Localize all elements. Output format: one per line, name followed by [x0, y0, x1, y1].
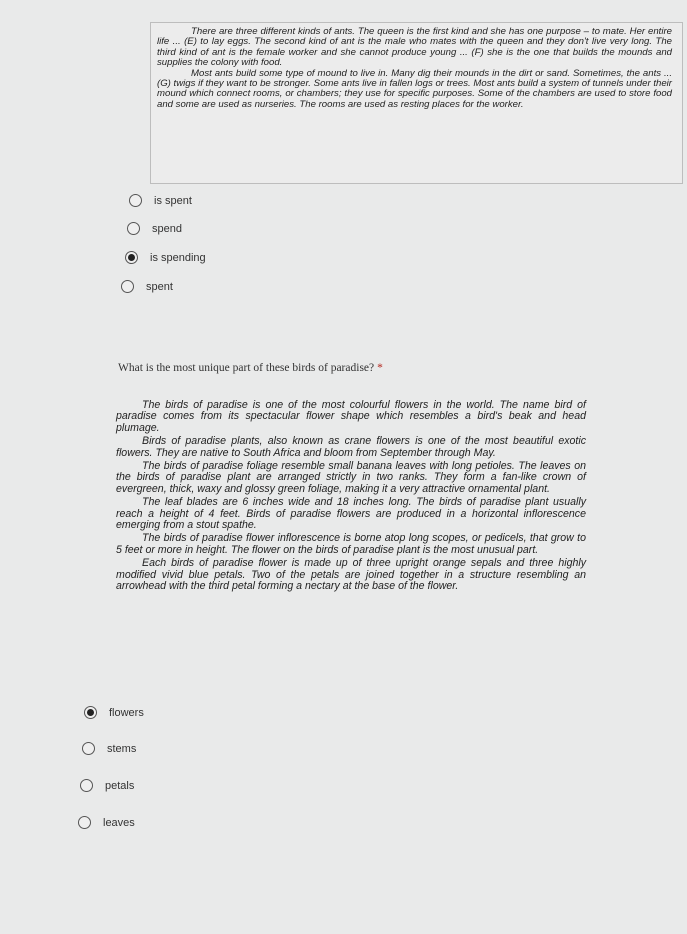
- q1-option-spent[interactable]: [121, 280, 173, 293]
- radio-button[interactable]: [82, 742, 95, 755]
- ants-passage-box: [150, 22, 683, 184]
- option-label: is spending: [150, 251, 206, 264]
- passage-paragraph: Birds of paradise plants, also known as crane flowers is one of the most beautiful exotic flowers. They are native to South Africa and bloom from September through May.: [116, 435, 586, 459]
- radio-selected-dot: [128, 254, 135, 261]
- radio-button-selected[interactable]: [84, 706, 97, 719]
- radio-button[interactable]: [127, 222, 140, 235]
- radio-selected-dot: [87, 709, 94, 716]
- required-mark: *: [377, 362, 383, 374]
- passage-paragraph: The birds of paradise flower inflorescence is borne atop long scopes, or pedicels, that grow to 5 feet or more in height. The flower on the birds of paradise plant is the most unusual part.: [116, 532, 586, 556]
- option-label: stems: [107, 742, 137, 755]
- passage-paragraph: The birds of paradise foliage resemble small banana leaves with long petioles. The leaves on the birds of paradise plant are arranged strictly in two ranks. They form a fan-like crown of evergreen, thick, waxy and glossy green foliage, making it a very attractive ornamental plant.: [116, 460, 586, 495]
- option-label: is spent: [154, 194, 192, 207]
- q1-option-is-spent[interactable]: [129, 194, 192, 207]
- radio-button-selected[interactable]: [125, 251, 138, 264]
- birds-of-paradise-passage: [116, 400, 586, 595]
- option-label: spent: [146, 280, 173, 293]
- radio-button[interactable]: [78, 816, 91, 829]
- q2-option-stems[interactable]: [82, 742, 136, 755]
- option-label: flowers: [109, 706, 144, 719]
- passage-paragraph: The birds of paradise is one of the most colourful flowers in the world. The name bird of paradise comes from its spectacular flower shape which resembles a bird's beak and head plumage.: [116, 399, 586, 434]
- radio-button[interactable]: [129, 194, 142, 207]
- question-text: What is the most unique part of these birds of paradise?: [118, 362, 375, 374]
- option-label: petals: [105, 779, 135, 792]
- q1-option-is-spending[interactable]: [125, 251, 206, 264]
- passage-paragraph: Each birds of paradise flower is made up of three upright orange sepals and three highly modified vivid blue petals. Two of the petals are joined together in a structure resembling an arrowhead with the third petal forming a nectary at the base of the flower.: [116, 557, 586, 593]
- radio-button[interactable]: [80, 779, 93, 792]
- q2-option-leaves[interactable]: [78, 816, 135, 829]
- q1-option-spend[interactable]: [127, 222, 182, 235]
- passage-paragraph: Most ants build some type of mound to live in. Many dig their mounds in the dirt or sand. Sometimes, the ants ... (G) twigs if they want to be stronger. Some ants live in fallen logs or trees. Most ants build a system of tunnels under their mound which connect rooms, or chambers; they use for specific purposes. Some of the chambers are used to store food and some are used as nurseries. The rooms are used as resting places for the worker.: [157, 67, 672, 110]
- option-label: leaves: [103, 816, 135, 829]
- radio-button[interactable]: [121, 280, 134, 293]
- q2-option-petals[interactable]: [80, 779, 134, 792]
- q2-option-flowers[interactable]: [84, 706, 144, 719]
- passage-paragraph: The leaf blades are 6 inches wide and 18 inches long. The birds of paradise plant usually reach a height of 4 feet. Birds of paradise flowers are produced in a horizontal inflorescence emerging from a stout spathe.: [116, 496, 586, 532]
- option-label: spend: [152, 222, 182, 235]
- passage-paragraph: There are three different kinds of ants. The queen is the first kind and she has one purpose – to mate. Her entire life ... (E) to lay eggs. The second kind of ant is the male who mates with the queen and they don't live very long. The third kind of ant is the female worker and she cannot produce young ... (F) she is the one that builds the mounds and supplies the colony with food.: [157, 26, 672, 69]
- question-title: [118, 362, 383, 374]
